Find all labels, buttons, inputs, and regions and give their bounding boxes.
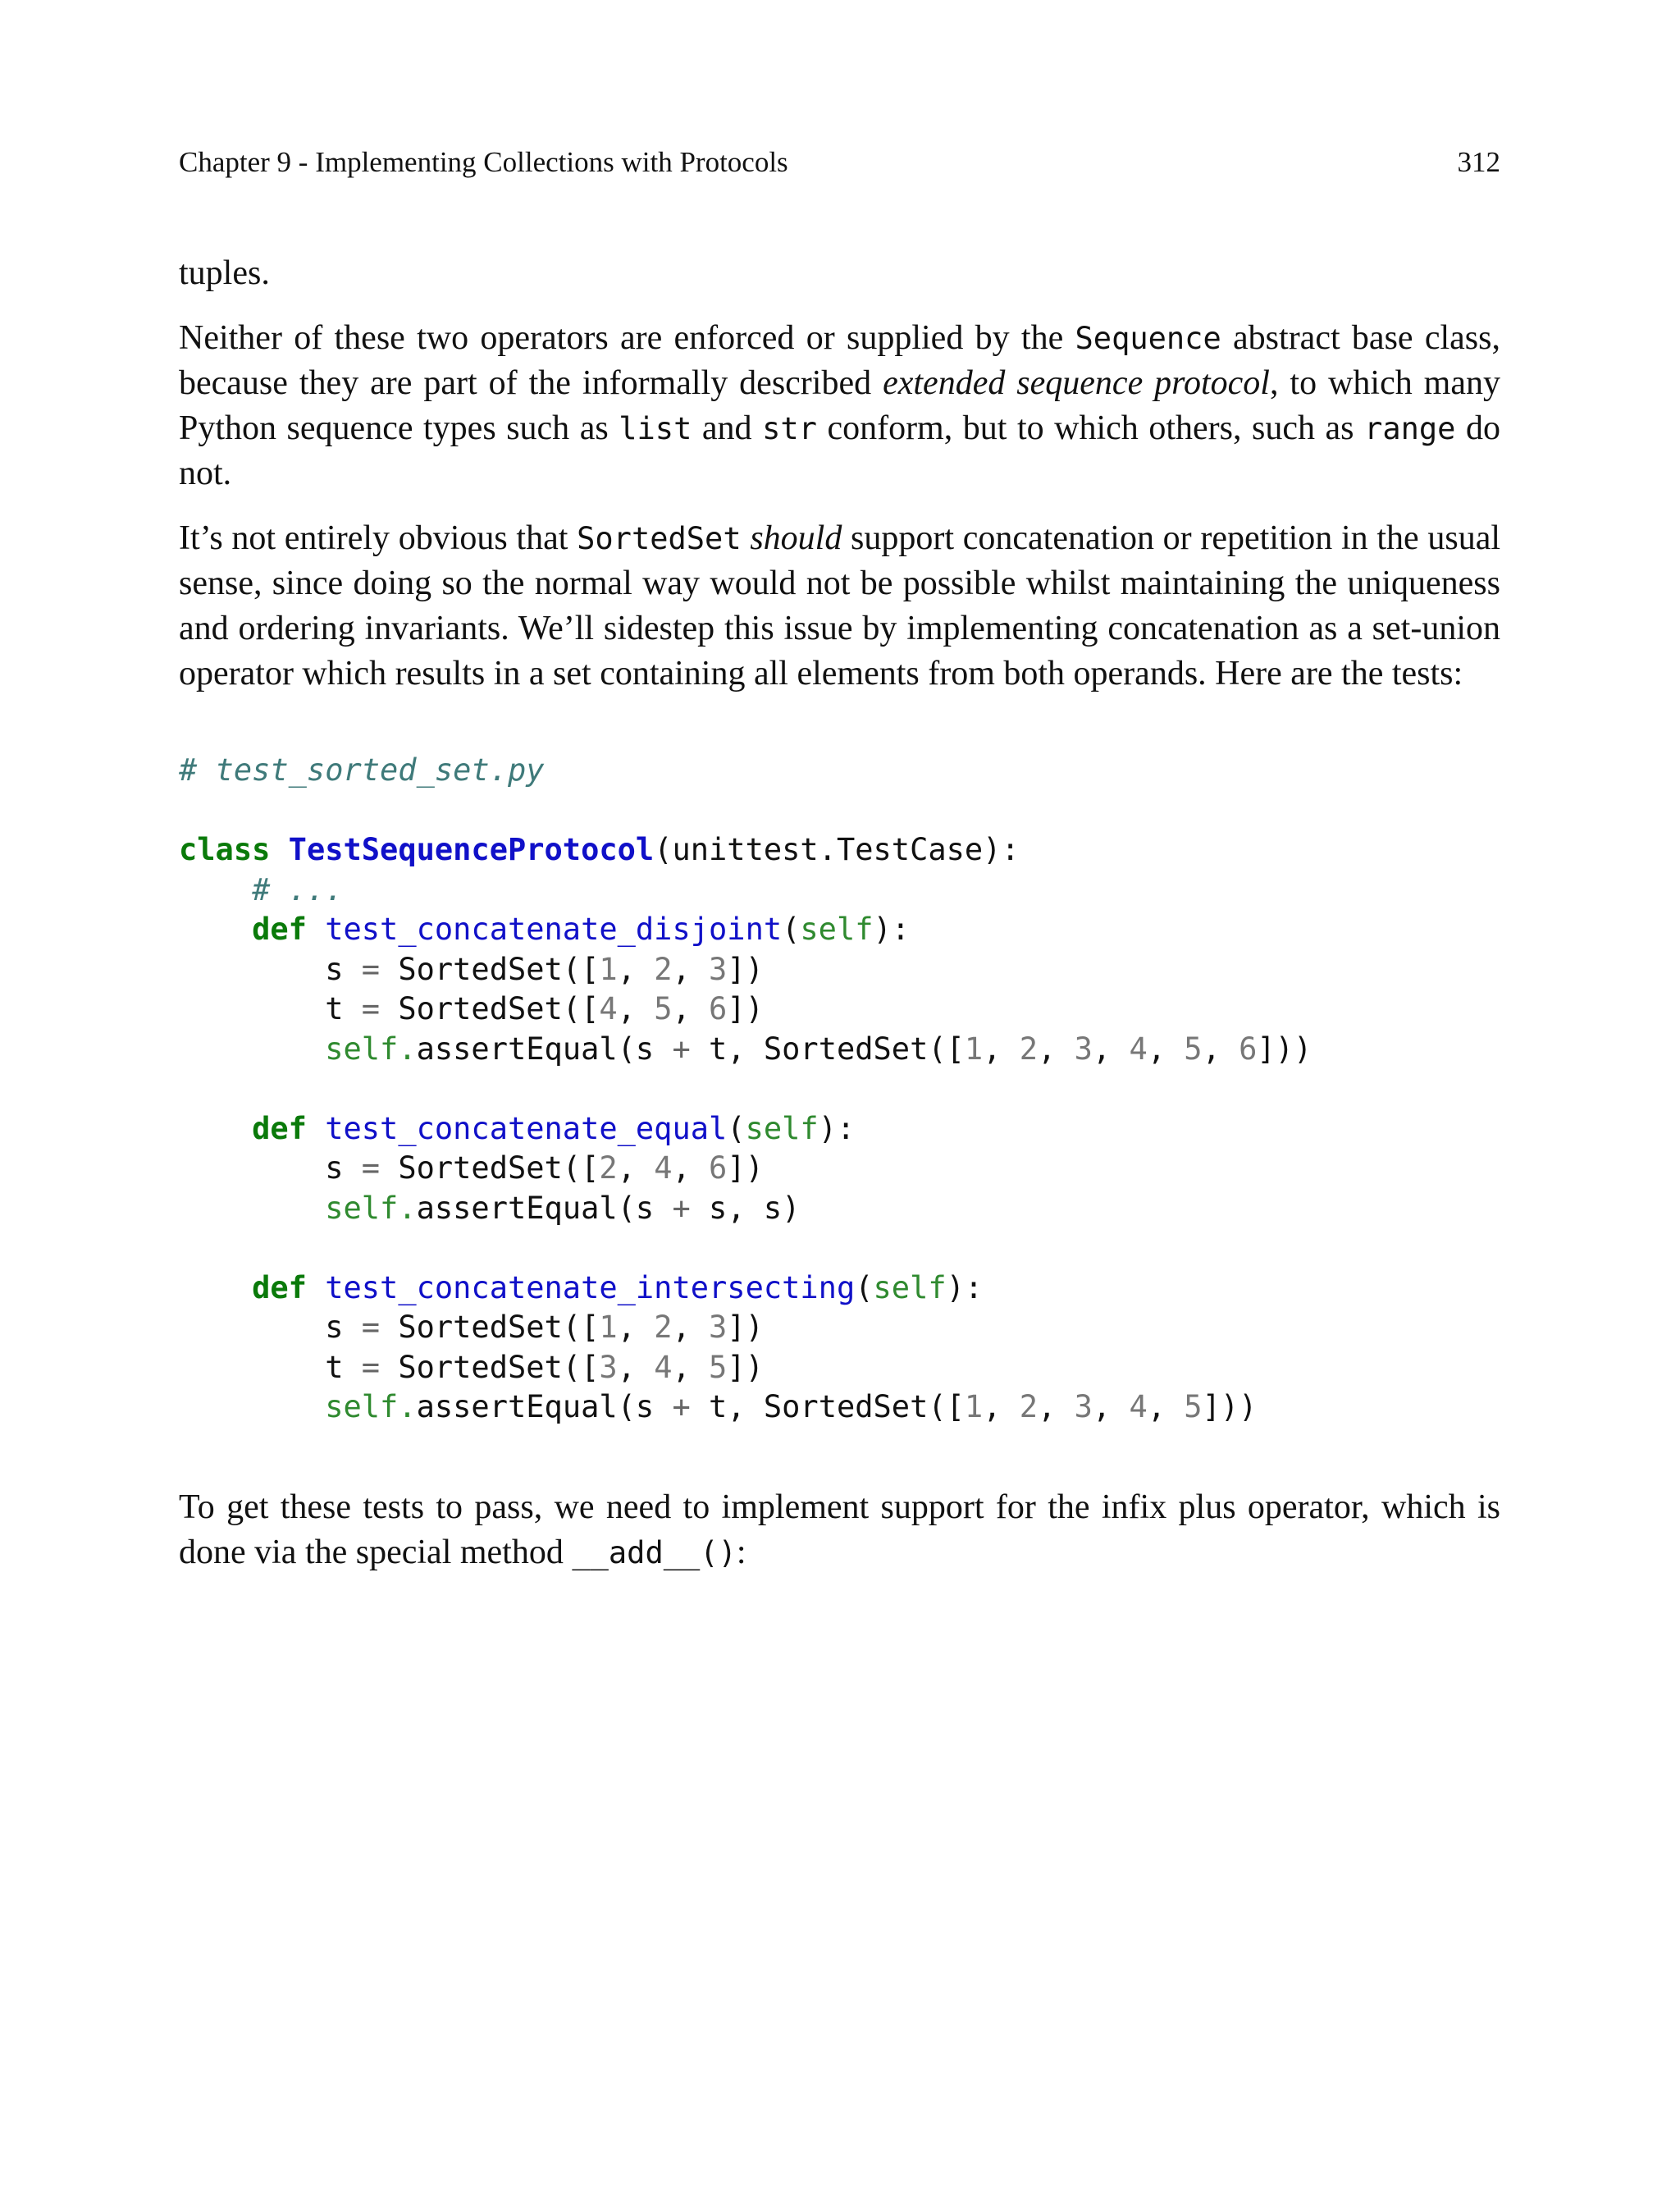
code-self: self [873, 1269, 947, 1305]
code-line: self.assertEqual(s + s, s) [325, 1190, 801, 1226]
paragraph-text: , to which many Python sequence types such as [179, 364, 1500, 447]
paragraph-text: : [736, 1533, 746, 1571]
chapter-title: Chapter 9 - Implementing Collections with Protocols [179, 146, 788, 178]
paragraph-text: Neither of these two operators are enforced or supplied by the [179, 319, 1075, 357]
emphasis-text: extended sequence protocol [883, 364, 1270, 402]
code-function-name: test_concatenate_equal [325, 1110, 728, 1146]
paragraph-text: support concatenation or repetition in the usual sense, since doing so the normal way would not be possible whilst maintaining the uniqueness and ordering invariants. We’ll sidestep this issue by implementing concatenation as a set-union operator which results in a set containing all elements from both operands. Here are the tests: [179, 519, 1501, 693]
paragraph-text: abstract base class, because they are part of the informally described [179, 319, 1500, 402]
code-line: t = SortedSet([4, 5, 6]) [179, 991, 764, 1026]
code-line: def test_concatenate_intersecting(self): [252, 1269, 984, 1305]
inline-code: str [762, 411, 817, 446]
inline-code: range [1364, 411, 1456, 446]
code-line: s = SortedSet([2, 4, 6]) [179, 1150, 764, 1186]
paragraph-tuples [179, 251, 1500, 296]
code-line [179, 751, 1500, 791]
inline-code: SortedSet [577, 521, 742, 556]
code-keyword: class [179, 832, 271, 867]
code-line-blank [179, 1228, 1500, 1268]
code-comment: # test_sorted_set.py [179, 752, 545, 788]
code-keyword: def [252, 1269, 307, 1305]
paragraph-text: It’s not entirely obvious that [179, 519, 578, 557]
code-methods [179, 910, 1500, 1428]
code-keyword: def [252, 1110, 307, 1146]
code-comment: # ... [252, 871, 344, 907]
paragraph-text: and [692, 409, 763, 447]
inline-code: list [619, 411, 692, 446]
code-line: self.assertEqual(s + t, SortedSet([1, 2, 3, 4, 5])) [325, 1389, 1258, 1424]
code-line: s = SortedSet([1, 2, 3]) [179, 951, 764, 987]
code-block [179, 751, 1500, 1428]
code-line: def test_concatenate_equal(self): [252, 1110, 856, 1146]
running-header [179, 146, 1500, 187]
paragraph-sortedset [179, 516, 1500, 697]
paragraph-add [179, 1485, 1500, 1575]
paragraph-text [742, 519, 751, 557]
page-number: 312 [1457, 146, 1500, 178]
paragraph-text: To get these tests to pass, we need to implement support for the infix plus operator, which is done via the special method [179, 1488, 1500, 1571]
code-keyword: def [252, 912, 307, 947]
code-function-name: test_concatenate_disjoint [325, 912, 783, 947]
paragraph-text: conform, but to which others, such as [816, 409, 1365, 447]
code-line: t = SortedSet([3, 4, 5]) [179, 1349, 764, 1385]
inline-code: __add__() [572, 1534, 737, 1570]
paragraph-text: tuples. [179, 254, 270, 292]
emphasis-text: should [750, 519, 842, 557]
code-line [179, 830, 1500, 871]
paragraph-text: do not. [179, 409, 1500, 492]
code-text: (unittest.TestCase): [654, 832, 1020, 867]
page-body [179, 251, 1500, 1595]
code-line: self.assertEqual(s + t, SortedSet([1, 2, 3, 4, 5, 6])) [325, 1031, 1312, 1067]
code-function-name: test_concatenate_intersecting [325, 1269, 856, 1305]
code-line: def test_concatenate_disjoint(self): [252, 912, 911, 947]
code-class-name: TestSequenceProtocol [288, 832, 655, 867]
code-line: s = SortedSet([1, 2, 3]) [179, 1310, 764, 1345]
code-line-blank [179, 791, 1500, 831]
code-line [179, 871, 1500, 911]
inline-code: Sequence [1075, 321, 1221, 356]
code-line-blank [179, 1069, 1500, 1109]
code-self: self [800, 912, 874, 947]
code-self: self [745, 1110, 819, 1146]
paragraph-operators [179, 316, 1500, 496]
